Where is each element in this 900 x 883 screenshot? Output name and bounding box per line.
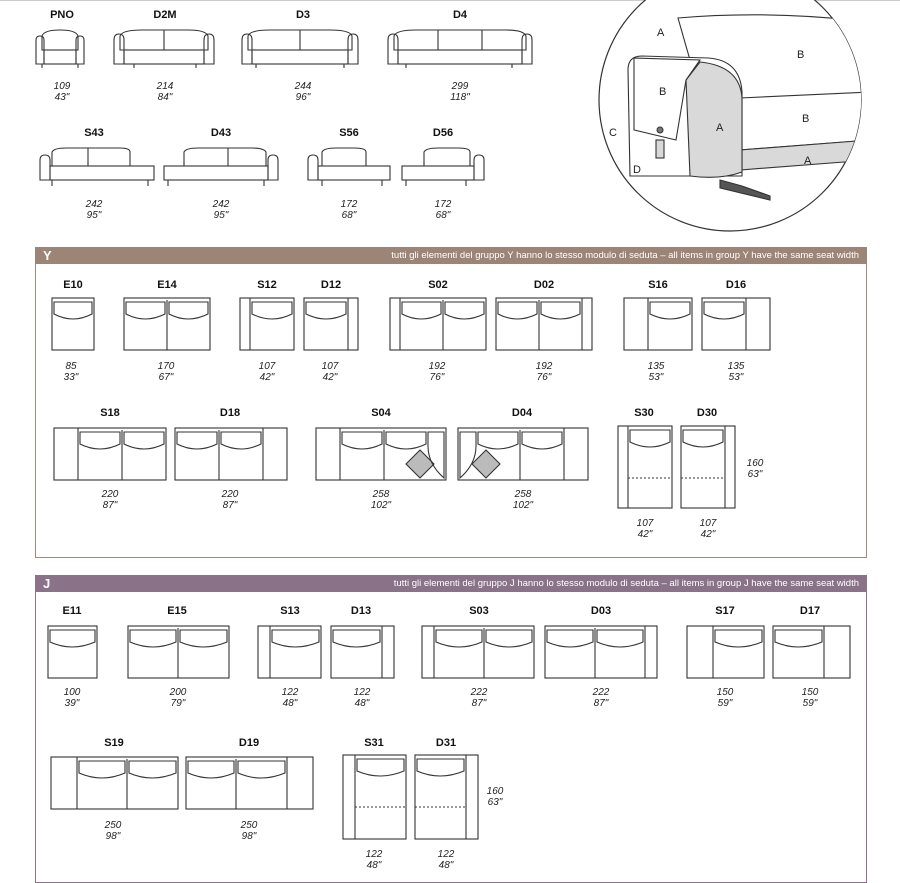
plan-s16 bbox=[624, 298, 694, 354]
sofa-front-s56 bbox=[304, 146, 399, 191]
item-dimension: 222 87" bbox=[592, 687, 610, 709]
item-code: E10 bbox=[63, 279, 83, 291]
plan-s17 bbox=[687, 626, 767, 682]
item-dimension: 122 48" bbox=[353, 687, 371, 709]
item-dimension: 242 95" bbox=[85, 199, 103, 221]
item-code: S17 bbox=[715, 605, 735, 617]
plan-e14 bbox=[124, 298, 214, 354]
depth-dimension: 160 63" bbox=[486, 786, 504, 808]
item-code: D18 bbox=[219, 407, 241, 419]
plan-s18 bbox=[54, 428, 169, 484]
item-code: S30 bbox=[634, 407, 654, 419]
item-code: D4 bbox=[452, 9, 468, 21]
item-dimension: 150 59" bbox=[716, 687, 734, 709]
plan-s30 bbox=[618, 426, 676, 512]
plan-e11 bbox=[48, 626, 100, 682]
item-dimension: 150 59" bbox=[801, 687, 819, 709]
item-code: S02 bbox=[428, 279, 448, 291]
item-code: D56 bbox=[432, 127, 454, 139]
sofa-front-d3 bbox=[240, 28, 370, 73]
item-dimension: 244 96" bbox=[294, 81, 312, 103]
item-dimension: 220 87" bbox=[221, 489, 239, 511]
depth-dimension: 160 63" bbox=[746, 458, 764, 480]
item-code: S13 bbox=[280, 605, 300, 617]
detail-label-d: D bbox=[633, 164, 641, 176]
item-code: S31 bbox=[364, 737, 384, 749]
item-code: S04 bbox=[371, 407, 391, 419]
item-dimension: 135 53" bbox=[647, 361, 665, 383]
plan-e15 bbox=[128, 626, 232, 682]
group-y-letter: Y bbox=[43, 248, 52, 263]
item-dimension: 122 48" bbox=[437, 849, 455, 871]
item-dimension: 222 87" bbox=[470, 687, 488, 709]
sofa-front-pno bbox=[34, 28, 94, 73]
item-code: S03 bbox=[469, 605, 489, 617]
plan-d18 bbox=[175, 428, 290, 484]
item-code: PNO bbox=[50, 9, 74, 21]
item-code: S56 bbox=[339, 127, 359, 139]
sofa-front-d43 bbox=[160, 146, 285, 191]
sofa-front-d4 bbox=[386, 28, 546, 73]
item-dimension: 122 48" bbox=[365, 849, 383, 871]
detail-label-a-arm: A bbox=[716, 122, 724, 134]
plan-d03 bbox=[545, 626, 660, 682]
plan-d04 bbox=[458, 428, 593, 484]
item-code: D16 bbox=[725, 279, 747, 291]
item-code: D12 bbox=[320, 279, 342, 291]
item-dimension: 107 42" bbox=[258, 361, 276, 383]
item-dimension: 107 42" bbox=[699, 518, 717, 540]
item-dimension: 192 76" bbox=[535, 361, 553, 383]
detail-label-a-base: A bbox=[804, 155, 812, 167]
item-dimension: 172 68" bbox=[340, 199, 358, 221]
item-code: S18 bbox=[100, 407, 120, 419]
item-dimension: 250 98" bbox=[240, 820, 258, 842]
item-code: D43 bbox=[210, 127, 232, 139]
plan-d19 bbox=[186, 757, 316, 813]
item-code: D30 bbox=[696, 407, 718, 419]
plan-s19 bbox=[51, 757, 181, 813]
item-dimension: 85 33" bbox=[63, 361, 79, 383]
plan-s13 bbox=[258, 626, 324, 682]
item-code: S16 bbox=[648, 279, 668, 291]
group-j-header bbox=[35, 575, 867, 592]
plan-s12 bbox=[240, 298, 296, 354]
plan-e10 bbox=[52, 298, 97, 354]
plan-d12 bbox=[304, 298, 360, 354]
item-dimension: 250 98" bbox=[104, 820, 122, 842]
item-dimension: 107 42" bbox=[321, 361, 339, 383]
plan-d16 bbox=[702, 298, 774, 354]
detail-label-b-back: B bbox=[797, 49, 805, 61]
item-code: D3 bbox=[295, 9, 311, 21]
item-dimension: 192 76" bbox=[428, 361, 446, 383]
item-code: D17 bbox=[799, 605, 821, 617]
item-dimension: 170 67" bbox=[157, 361, 175, 383]
material-detail-diagram bbox=[590, 0, 870, 240]
item-code: D19 bbox=[238, 737, 260, 749]
item-code: S12 bbox=[257, 279, 277, 291]
item-dimension: 258 102" bbox=[370, 489, 392, 511]
plan-d13 bbox=[331, 626, 397, 682]
item-code: S19 bbox=[104, 737, 124, 749]
item-dimension: 214 84" bbox=[156, 81, 174, 103]
plan-s04 bbox=[316, 428, 451, 484]
detail-label-c: C bbox=[609, 127, 617, 139]
group-y-header bbox=[35, 247, 867, 264]
item-code: D03 bbox=[590, 605, 612, 617]
item-code: D02 bbox=[533, 279, 555, 291]
item-dimension: 220 87" bbox=[101, 489, 119, 511]
plan-s02 bbox=[390, 298, 490, 354]
item-dimension: 200 79" bbox=[169, 687, 187, 709]
group-j-letter: J bbox=[43, 576, 51, 591]
item-code: D31 bbox=[435, 737, 457, 749]
item-dimension: 258 102" bbox=[512, 489, 534, 511]
item-dimension: 242 95" bbox=[212, 199, 230, 221]
item-dimension: 172 68" bbox=[434, 199, 452, 221]
item-dimension: 122 48" bbox=[281, 687, 299, 709]
sofa-front-d2m bbox=[112, 28, 222, 73]
sofa-front-s43 bbox=[36, 146, 161, 191]
group-y-note: tutti gli elementi del gruppo Y hanno lo stesso modulo di seduta – all items in group Y have the same seat width bbox=[391, 250, 859, 261]
detail-label-a-top: A bbox=[657, 27, 665, 39]
item-dimension: 100 39" bbox=[63, 687, 81, 709]
item-dimension: 135 53" bbox=[727, 361, 745, 383]
detail-label-b-seat: B bbox=[802, 113, 810, 125]
item-code: E11 bbox=[62, 605, 82, 617]
detail-label-b-arm: B bbox=[659, 86, 667, 98]
item-code: D13 bbox=[350, 605, 372, 617]
item-code: D2M bbox=[153, 9, 177, 21]
plan-d02 bbox=[496, 298, 596, 354]
group-j-note: tutti gli elementi del gruppo J hanno lo stesso modulo di seduta – all items in group J have the same seat width bbox=[393, 578, 859, 589]
item-code: E14 bbox=[157, 279, 177, 291]
sofa-front-d56 bbox=[398, 146, 493, 191]
item-dimension: 109 43" bbox=[53, 81, 71, 103]
item-dimension: 107 42" bbox=[636, 518, 654, 540]
plan-s03 bbox=[422, 626, 537, 682]
item-code: E15 bbox=[167, 605, 187, 617]
plan-d17 bbox=[773, 626, 853, 682]
plan-s31 bbox=[343, 755, 409, 845]
item-code: D04 bbox=[511, 407, 533, 419]
item-dimension: 299 118" bbox=[450, 81, 470, 103]
item-code: S43 bbox=[84, 127, 104, 139]
